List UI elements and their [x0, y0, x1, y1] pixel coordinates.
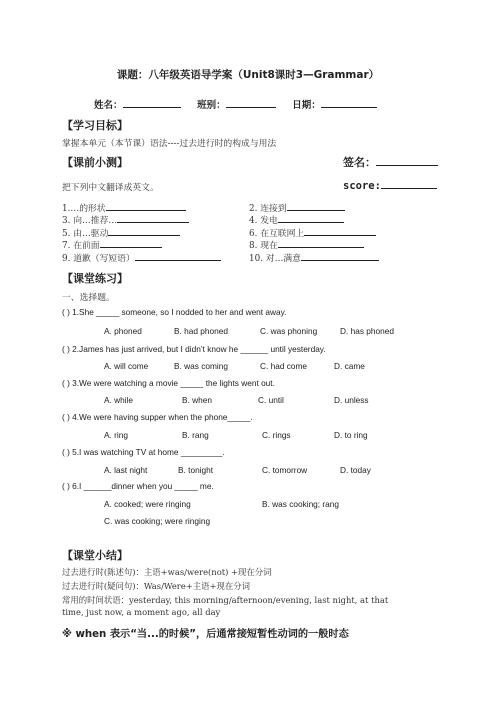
class-field[interactable] — [226, 97, 276, 108]
pretest-instruction: 把下列中文翻译成英文。 — [62, 183, 159, 193]
summary-header: 【课堂小结】 — [62, 549, 128, 562]
option[interactable]: D. came — [334, 361, 365, 371]
option[interactable]: D. has phoned — [340, 326, 394, 336]
practice-subtitle: 一、选择题。 — [62, 293, 115, 303]
score-field[interactable] — [381, 179, 437, 189]
question-stem: ( ) 2.James has just arrived, but I didn’t know he ______ until yesterday. — [62, 344, 326, 354]
option[interactable]: A. phoned — [104, 326, 142, 336]
option[interactable]: A. will come — [104, 361, 149, 371]
name-field[interactable] — [123, 97, 181, 108]
option[interactable]: C. was phoning — [260, 326, 318, 336]
question-stem: ( ) 6.I ______dinner when you _____ me. — [62, 481, 214, 491]
vocab-item: 4. 发电 — [249, 213, 344, 226]
vocab-item: 1.…的形状 — [62, 201, 186, 214]
class-label: 班别： — [197, 100, 226, 111]
sign-label: 签名： — [343, 154, 438, 170]
name-label: 姓名： — [94, 100, 123, 111]
option[interactable]: C. rings — [262, 430, 291, 440]
option[interactable]: D. to ring — [334, 430, 368, 440]
option[interactable]: C. was cooking; were ringing — [104, 516, 211, 526]
sign-field[interactable] — [376, 156, 438, 166]
option[interactable]: D. today — [340, 465, 371, 475]
score-label: score: — [343, 179, 437, 192]
summary-line: time, just now, a moment ago, all day — [62, 607, 221, 617]
practice-header: 【课堂练习】 — [62, 272, 128, 285]
vocab-item: 7. 在前面 — [62, 238, 162, 251]
vocab-item: 9. 道歉（写短语） — [62, 251, 221, 264]
question-stem: ( ) 4.We were having supper when the phone_____. — [62, 412, 253, 422]
student-info — [94, 97, 377, 111]
option[interactable]: A. cooked; were ringing — [104, 499, 191, 509]
option[interactable]: B. had phoned — [174, 326, 228, 336]
option[interactable]: C. tomorrow — [262, 465, 308, 475]
goal-header: 【学习目标】 — [62, 119, 128, 132]
option[interactable]: A. while — [104, 395, 134, 405]
date-field[interactable] — [321, 97, 377, 108]
option[interactable]: A. ring — [104, 430, 128, 440]
option[interactable]: A. last night — [104, 465, 148, 475]
date-label: 日期： — [292, 100, 321, 111]
question-stem: ( ) 1.She _____ someone, so I nodded to her and went away. — [62, 307, 287, 317]
option[interactable]: C. until — [258, 395, 284, 405]
summary-line: 过去进行时(疑问句)：Was/Were+主语+现在分词 — [62, 581, 251, 591]
vocab-item: 2. 连接到 — [249, 201, 345, 214]
pretest-header: 【课前小测】 — [62, 156, 128, 169]
goal-text: 掌握本单元（本节课）语法----过去进行时的构成与用法 — [62, 139, 277, 149]
summary-line: 过去进行时(陈述句)：主语+was/were(not) +现在分词 — [62, 567, 272, 577]
option[interactable]: C. had come — [260, 361, 308, 371]
option[interactable]: B. was coming — [174, 361, 228, 371]
summary-note: ※ when 表示“当...的时候”，后通常接短暂性动词的一般时态 — [62, 629, 349, 640]
vocab-item: 6. 在互联网上 — [249, 226, 376, 239]
vocab-item: 3. 向…推荐… — [62, 213, 189, 226]
question-stem: ( ) 3.We were watching a movie _____ the lights went out. — [62, 378, 275, 388]
option[interactable]: B. rang — [182, 430, 209, 440]
option[interactable]: B. when — [182, 395, 212, 405]
vocab-item: 8. 现在 — [249, 238, 364, 251]
summary-line: 常用的时间状语：yesterday, this morning/afternoon/evening, last night, at that — [62, 595, 389, 605]
vocab-item: 5. 由…驱动 — [62, 226, 180, 239]
page-title: 课题：八年级英语导学案（Unit8课时3—Grammar） — [116, 69, 380, 81]
option[interactable]: D. unless — [334, 395, 369, 405]
question-stem: ( ) 5.I was watching TV at home _________. — [62, 447, 225, 457]
option[interactable]: B. tonight — [178, 465, 214, 475]
option[interactable]: B. was cooking; rang — [262, 499, 340, 509]
vocab-item: 10. 对…满意 — [249, 251, 379, 264]
